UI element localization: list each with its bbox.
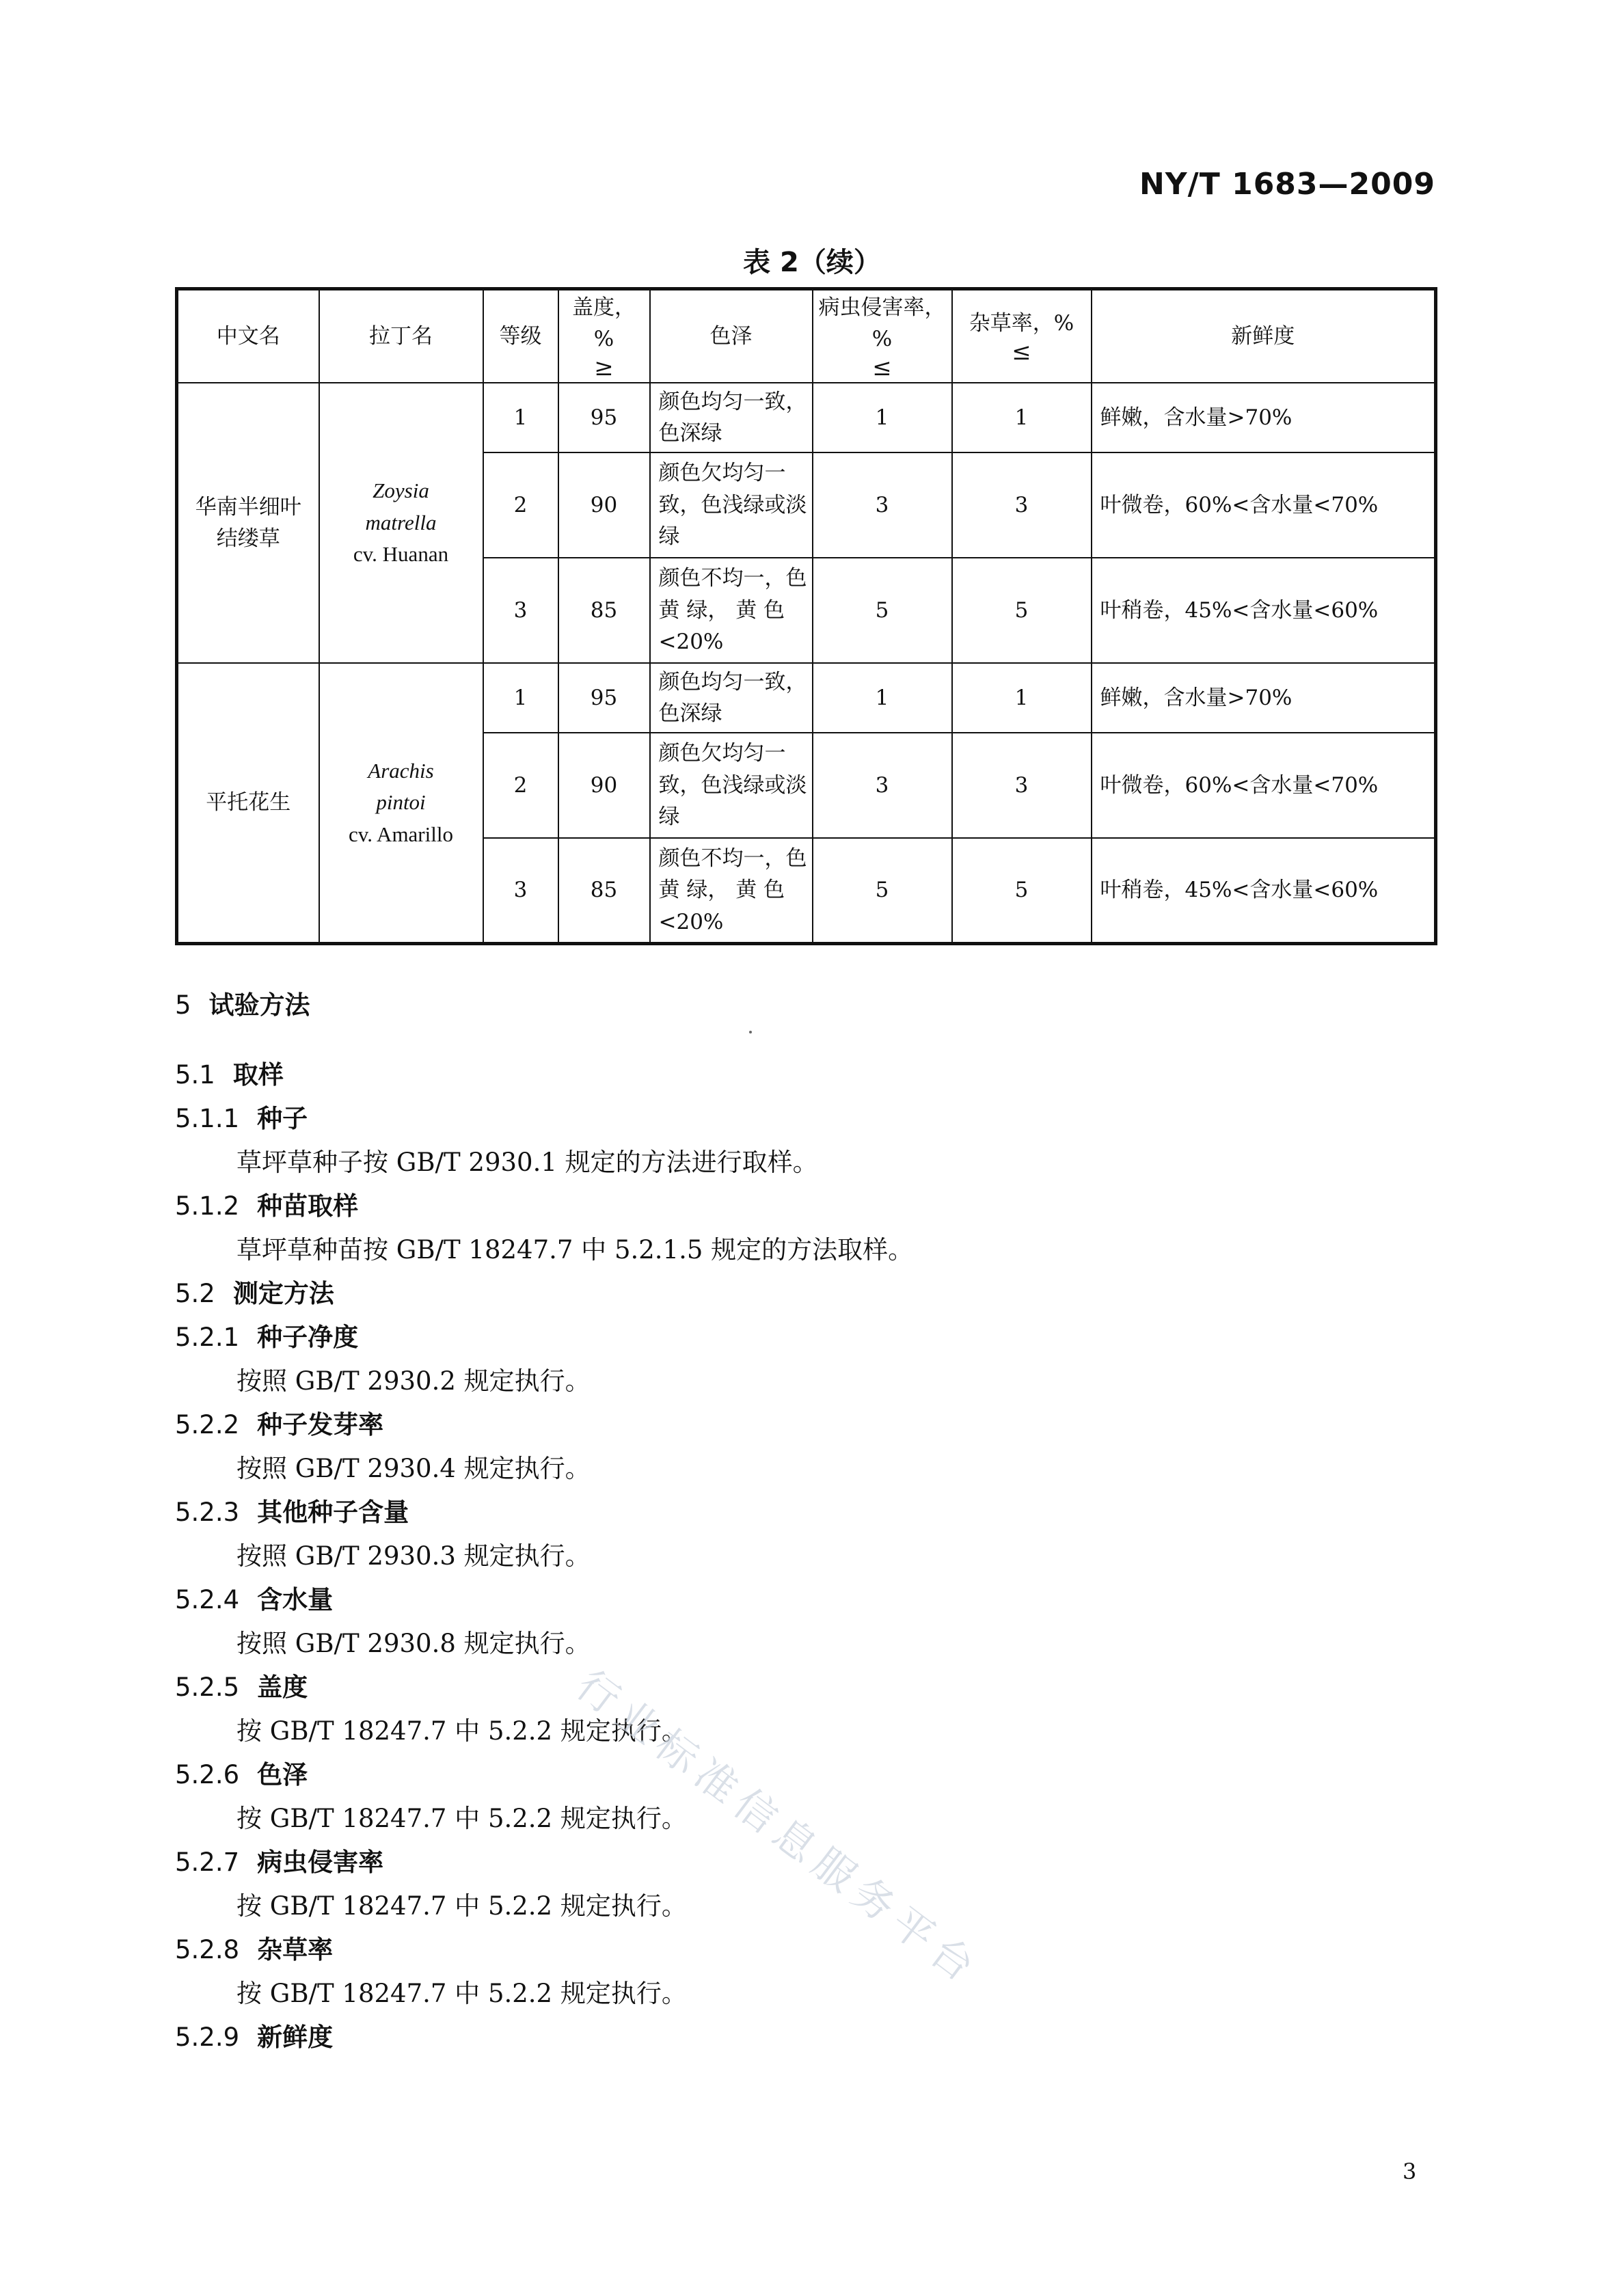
section-heading: 5.2.8 杂草率 [175, 1935, 334, 1964]
color-cell [650, 383, 813, 452]
section-heading: 5.2.2 种子发芽率 [175, 1410, 384, 1439]
grade-cell: 2 [483, 733, 558, 838]
scan-speck [749, 1031, 752, 1033]
weed-cell: 1 [952, 663, 1092, 733]
section-paragraph: 按 GB/T 18247.7 中 5.2.2 规定执行。 [236, 1891, 687, 1921]
header-weed-symbol: ≤ [1012, 338, 1031, 366]
freshness-cell: 叶微卷，60%<含水量<70% [1092, 733, 1436, 838]
section-paragraph: 按 GB/T 18247.7 中 5.2.2 规定执行。 [236, 1979, 687, 2008]
pest-cell: 5 [813, 558, 952, 663]
species-chinese-name [177, 663, 319, 943]
header-weed-rate [952, 289, 1092, 383]
latin-species: matrella [365, 510, 437, 535]
header-coverage-symbol: ≥ [594, 353, 614, 381]
section-heading: 5.2.7 病虫侵害率 [175, 1848, 384, 1877]
section-heading: 5.2 测定方法 [175, 1279, 334, 1308]
quality-grade-table [175, 287, 1437, 945]
section-heading: 5.2.6 色泽 [175, 1760, 308, 1789]
color-cell [650, 452, 813, 558]
coverage-cell: 90 [558, 452, 650, 558]
species-chinese-name [177, 383, 319, 663]
header-color: 色泽 [650, 289, 813, 383]
section-paragraph: 按 GB/T 18247.7 中 5.2.2 规定执行。 [236, 1716, 687, 1746]
chinese-name-line: 平托花生 [206, 790, 291, 815]
color-line: 颜色欠均匀一 [658, 741, 786, 766]
section-paragraph: 按照 GB/T 2930.8 规定执行。 [236, 1629, 591, 1658]
section-heading: 5.2.4 含水量 [175, 1585, 334, 1614]
section-paragraph: 草坪草种苗按 GB/T 18247.7 中 5.2.1.5 规定的方法取样。 [236, 1235, 914, 1265]
page-number: 3 [1403, 2159, 1417, 2185]
color-line: <20% [658, 630, 724, 655]
grade-cell: 3 [483, 838, 558, 943]
section-heading: 5.1 取样 [175, 1060, 284, 1090]
section-heading: 5.1.2 种苗取样 [175, 1191, 359, 1221]
header-latin-name: 拉丁名 [319, 289, 483, 383]
section-paragraph: 按照 GB/T 2930.4 规定执行。 [236, 1454, 591, 1483]
color-line: 色深绿 [658, 701, 722, 726]
header-coverage-label: 盖度，% [572, 295, 636, 352]
color-line: 黄 绿， 黄 色 [658, 597, 785, 623]
weed-cell: 1 [952, 383, 1092, 452]
pest-cell: 3 [813, 733, 952, 838]
freshness-cell: 叶稍卷，45%<含水量<60% [1092, 838, 1436, 943]
standard-number: NY/T 1683—2009 [1139, 167, 1435, 202]
section-heading: 5 试验方法 [175, 990, 310, 1020]
weed-cell: 5 [952, 838, 1092, 943]
freshness-cell: 鲜嫩，含水量>70% [1092, 383, 1436, 452]
header-pest-rate [813, 289, 952, 383]
latin-species: pintoi [376, 790, 426, 814]
section-paragraph: 按 GB/T 18247.7 中 5.2.2 规定执行。 [236, 1804, 687, 1833]
section-paragraph: 草坪草种子按 GB/T 2930.1 规定的方法进行取样。 [236, 1148, 818, 1177]
color-line: 颜色不均一，色 [658, 566, 807, 591]
header-pest-label: 病虫侵害率，% [818, 295, 946, 352]
latin-cultivar: cv. Amarillo [349, 822, 453, 846]
grade-cell: 1 [483, 383, 558, 452]
color-line: 绿 [658, 804, 680, 830]
color-line: 致，色浅绿或淡 [658, 492, 807, 517]
header-grade: 等级 [483, 289, 558, 383]
watermark-text: 行业标准信息服务平台 [567, 1661, 990, 1996]
table-header-row [177, 289, 1436, 383]
pest-cell: 1 [813, 383, 952, 452]
weed-cell: 5 [952, 558, 1092, 663]
latin-cultivar: cv. Huanan [353, 542, 449, 567]
latin-genus: Arachis [368, 758, 434, 783]
section-heading: 5.1.1 种子 [175, 1104, 308, 1133]
table-row [177, 383, 1436, 452]
pest-cell: 1 [813, 663, 952, 733]
latin-genus: Zoysia [373, 478, 429, 503]
freshness-cell: 叶稍卷，45%<含水量<60% [1092, 558, 1436, 663]
section-heading: 5.2.5 盖度 [175, 1673, 308, 1702]
coverage-cell: 90 [558, 733, 650, 838]
header-coverage [558, 289, 650, 383]
header-chinese-name: 中文名 [177, 289, 319, 383]
section-heading: 5.2.3 其他种子含量 [175, 1498, 409, 1527]
color-cell [650, 558, 813, 663]
color-cell [650, 733, 813, 838]
color-line: 颜色均匀一致， [658, 389, 807, 414]
color-line: 颜色均匀一致， [658, 669, 807, 694]
freshness-cell: 鲜嫩，含水量>70% [1092, 663, 1436, 733]
coverage-cell: 95 [558, 663, 650, 733]
coverage-cell: 85 [558, 558, 650, 663]
section-heading: 5.2.9 新鲜度 [175, 2023, 334, 2052]
weed-cell: 3 [952, 733, 1092, 838]
color-cell [650, 663, 813, 733]
coverage-cell: 85 [558, 838, 650, 943]
species-latin-name [319, 663, 483, 943]
color-line: 致，色浅绿或淡 [658, 772, 807, 798]
chinese-name-line: 结缕草 [216, 526, 280, 551]
color-line: 颜色欠均匀一 [658, 461, 786, 486]
grade-cell: 3 [483, 558, 558, 663]
section-paragraph: 按照 GB/T 2930.3 规定执行。 [236, 1541, 591, 1571]
pest-cell: 3 [813, 452, 952, 558]
color-line: 颜色不均一，色 [658, 846, 807, 871]
header-weed-label: 杂草率，% [969, 311, 1074, 336]
color-line: <20% [658, 909, 724, 934]
color-line: 绿 [658, 524, 680, 550]
coverage-cell: 95 [558, 383, 650, 452]
header-pest-symbol: ≤ [872, 353, 892, 381]
table-row [177, 663, 1436, 733]
freshness-cell: 叶微卷，60%<含水量<70% [1092, 452, 1436, 558]
weed-cell: 3 [952, 452, 1092, 558]
color-line: 色深绿 [658, 421, 722, 446]
grade-cell: 1 [483, 663, 558, 733]
section-paragraph: 按照 GB/T 2930.2 规定执行。 [236, 1366, 591, 1396]
section-heading: 5.2.1 种子净度 [175, 1323, 359, 1352]
grade-cell: 2 [483, 452, 558, 558]
header-freshness: 新鲜度 [1092, 289, 1436, 383]
color-line: 黄 绿， 黄 色 [658, 878, 785, 902]
species-latin-name [319, 383, 483, 663]
table-title: 表 2（续） [743, 247, 881, 278]
chinese-name-line: 华南半细叶 [195, 494, 301, 519]
pest-cell: 5 [813, 838, 952, 943]
color-cell [650, 838, 813, 943]
